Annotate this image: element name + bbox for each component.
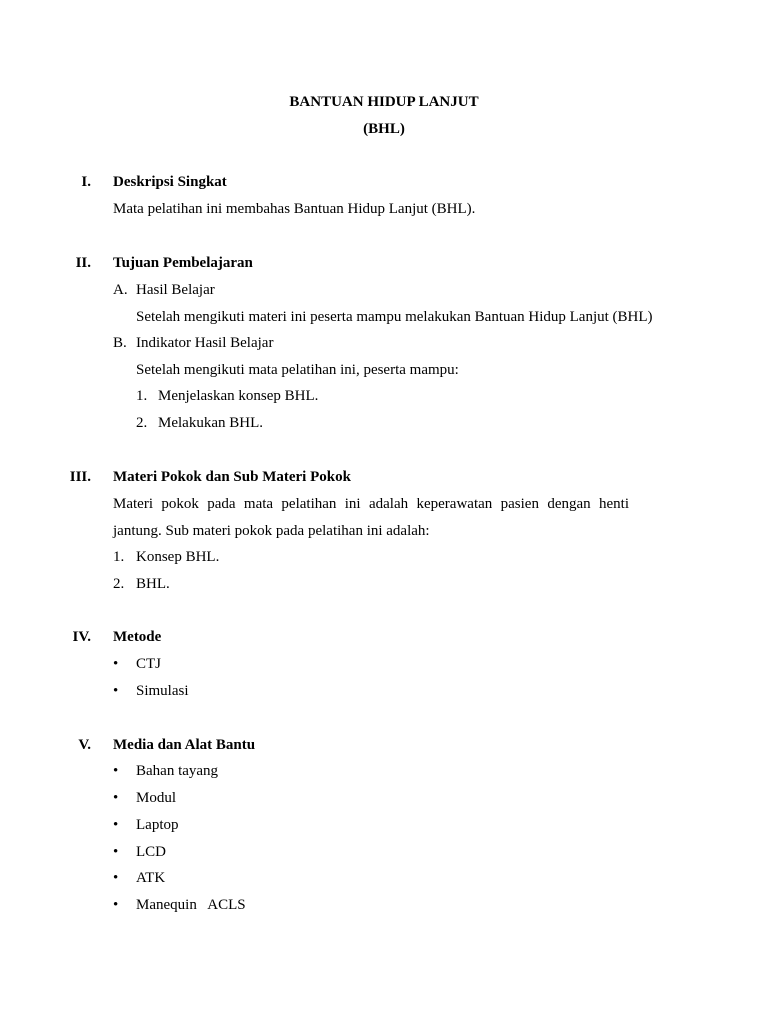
list-item: Menjelaskan konsep BHL. <box>158 388 319 404</box>
bullet-icon: • <box>113 870 119 886</box>
document-title: BANTUAN HIDUP LANJUT <box>289 94 479 110</box>
section-2-b-text: Setelah mengikuti mata pelatihan ini, peserta mampu: <box>136 362 459 378</box>
bullet-icon: • <box>113 844 119 860</box>
section-3-text-line-1: Materi pokok pada mata pelatihan ini adalah keperawatan pasien dengan henti <box>113 496 629 512</box>
list-item: LCD <box>136 844 166 860</box>
section-1-text: Mata pelatihan ini membahas Bantuan Hidup Lanjut (BHL). <box>113 201 476 217</box>
list-item-marker: 1. <box>136 388 148 404</box>
section-1-number: I. <box>81 174 91 190</box>
list-item-marker: 2. <box>136 415 148 431</box>
section-2-a-text: Setelah mengikuti materi ini peserta mampu melakukan Bantuan Hidup Lanjut (BHL) <box>136 309 653 325</box>
section-2-number: II. <box>75 255 91 271</box>
section-2-a-marker: A. <box>113 282 128 298</box>
list-item: Modul <box>136 790 177 806</box>
document-subtitle: (BHL) <box>363 121 405 137</box>
section-4-number: IV. <box>72 629 91 645</box>
list-item: Konsep BHL. <box>136 549 220 565</box>
section-2-b-marker: B. <box>113 335 127 351</box>
section-5-heading: Media dan Alat Bantu <box>113 737 256 753</box>
section-2-heading: Tujuan Pembelajaran <box>113 255 253 271</box>
bullet-icon: • <box>113 790 119 806</box>
list-item-marker: 1. <box>113 549 125 565</box>
section-3-number: III. <box>69 469 91 485</box>
list-item: Laptop <box>136 817 179 833</box>
list-item: BHL. <box>136 576 170 592</box>
bullet-icon: • <box>113 817 119 833</box>
list-item: Manequin ACLS <box>136 897 246 913</box>
list-item: Simulasi <box>136 683 189 699</box>
list-item-marker: 2. <box>113 576 125 592</box>
list-item: CTJ <box>136 656 162 672</box>
list-item: Melakukan BHL. <box>158 415 263 431</box>
bullet-icon: • <box>113 683 119 699</box>
section-1-heading: Deskripsi Singkat <box>113 174 227 190</box>
section-3-heading: Materi Pokok dan Sub Materi Pokok <box>113 469 351 485</box>
section-3-text-line-2: jantung. Sub materi pokok pada pelatihan ini adalah: <box>113 523 430 539</box>
section-2-b-label: Indikator Hasil Belajar <box>136 335 274 351</box>
bullet-icon: • <box>113 763 119 779</box>
section-4-heading: Metode <box>113 629 162 645</box>
list-item: ATK <box>136 870 166 886</box>
list-item: Bahan tayang <box>136 763 219 779</box>
section-2-a-label: Hasil Belajar <box>136 282 215 298</box>
section-5-number: V. <box>78 737 91 753</box>
bullet-icon: • <box>113 897 119 913</box>
bullet-icon: • <box>113 656 119 672</box>
